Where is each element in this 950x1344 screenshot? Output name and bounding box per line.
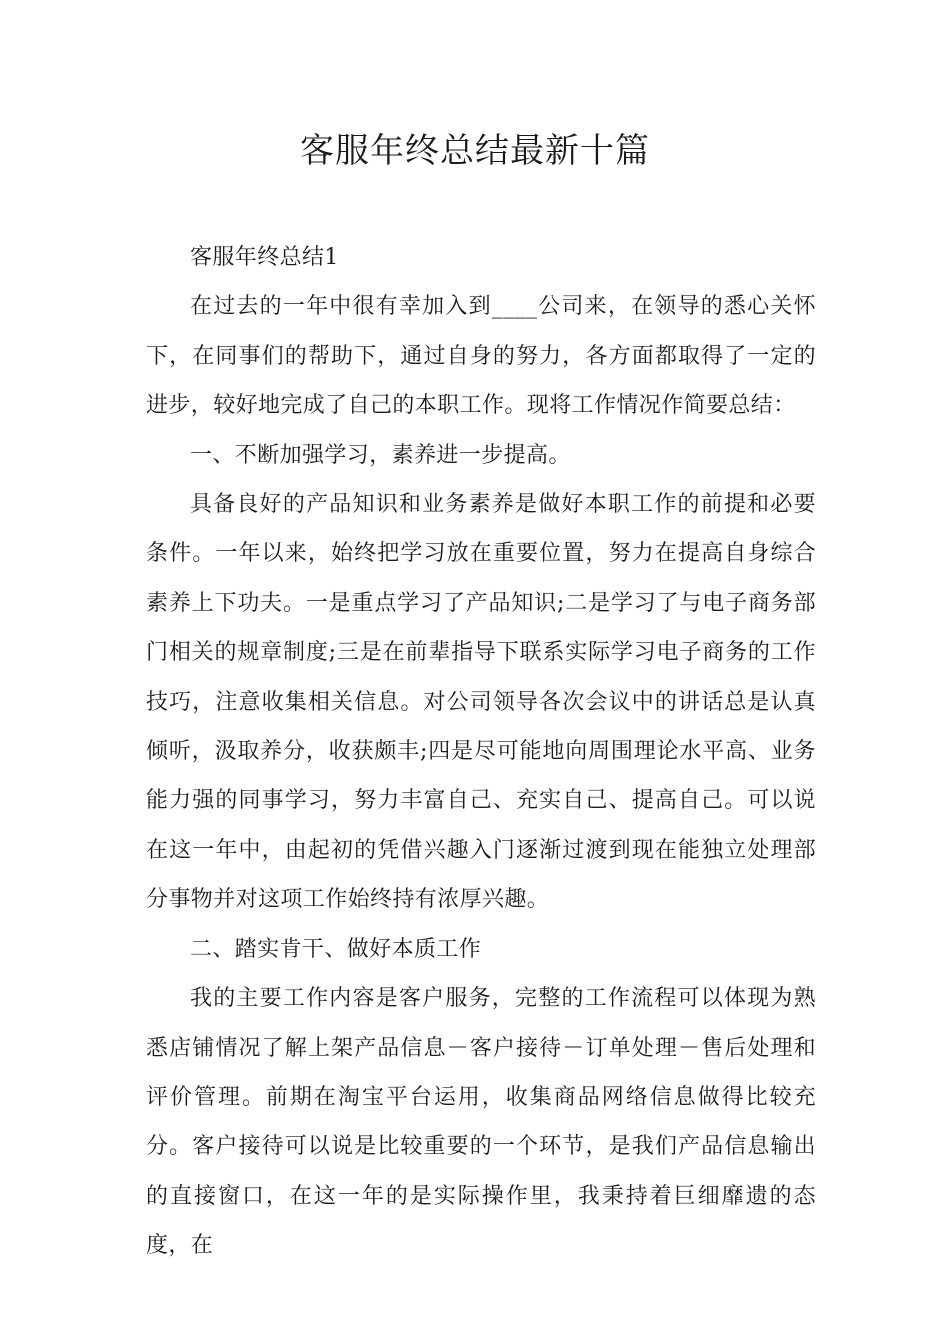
document-title: 客服年终总结最新十篇 xyxy=(300,131,650,171)
section-heading: 一、不断加强学习，素养进一步提高。 xyxy=(190,442,571,468)
document-body xyxy=(146,233,816,1271)
body-paragraph: 我的主要工作内容是客户服务，完整的工作流程可以体现为熟悉店铺情况了解上架产品信息－客户接待－订单处理－售后处理和评价管理。前期在淘宝平台运用，收集商品网络信息做得比较充分。客户接待可以说是比较重要的一个环节，是我们产品信息输出的直接窗口，在这一年的是实际操作里，我秉持着巨细靡遗的态度，在 xyxy=(146,986,816,1259)
body-paragraph: 具备良好的产品知识和业务素养是做好本职工作的前提和必要条件。一年以来，始终把学习放在重要位置，努力在提高自身综合素养上下功夫。一是重点学习了产品知识;二是学习了与电子商务部门相关的规章制度;三是在前辈指导下联系实际学习电子商务的工作技巧，注意收集相关信息。对公司领导各次会议中的讲话总是认真倾听，汲取养分，收获颇丰;四是尽可能地向周围理论水平高、业务能力强的同事学习，努力丰富自己、充实自己、提高自己。可以说在这一年中，由起初的凭借兴趣入门逐渐过渡到现在能独立处理部分事物并对这项工作始终持有浓厚兴趣。 xyxy=(146,492,816,913)
body-paragraph: 在过去的一年中很有幸加入到____公司来，在领导的悉心关怀下，在同事们的帮助下，通过自身的努力，各方面都取得了一定的进步，较好地完成了自己的本职工作。现将工作情况作简要总结： xyxy=(146,294,816,419)
section-heading: 客服年终总结1 xyxy=(190,245,339,270)
section-heading: 二、踏实肯干、做好本质工作 xyxy=(190,936,482,962)
